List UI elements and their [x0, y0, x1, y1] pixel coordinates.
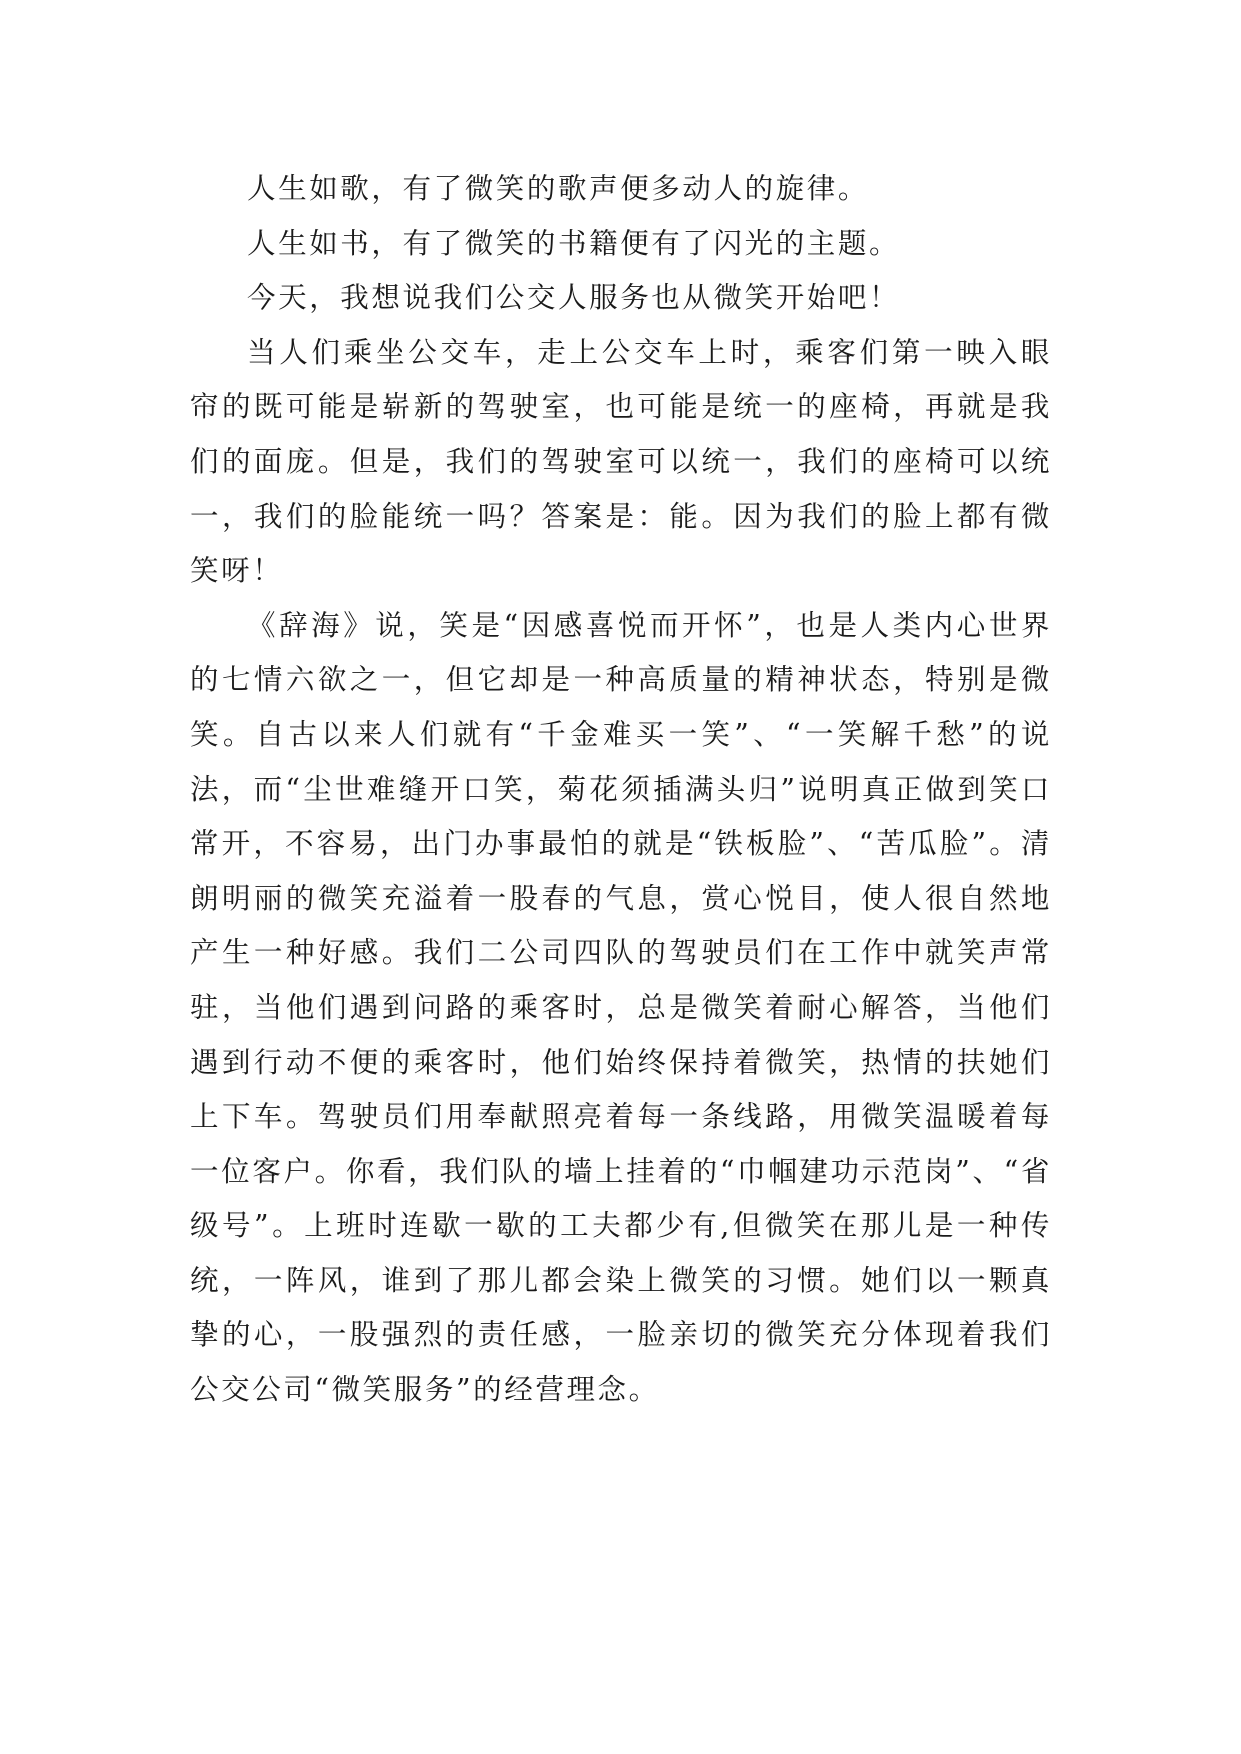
paragraph-3: 今天，我想说我们公交人服务也从微笑开始吧！	[247, 281, 901, 315]
paragraph-5: 《辞海》说，笑是“因感喜悦而开怀”，也是人类内心世界的七情六欲之一，但它却是一种高质量的精神状态，特别是微笑。自古以来人们就有“千金难买一笑”、“一笑解千愁”的说法，而“尘世难缝开口笑，菊花须插满头归”说明真正做到笑口常开，不容易，出门办事最怕的就是“铁板脸”、“苦瓜脸”。清朗明丽的微笑充溢着一股春的气息，赏心悦目，使人很自然地产生一种好感。我们二公司四队的驾驶员们在工作中就笑声常驻，当他们遇到问路的乘客时，总是微笑着耐心解答，当他们遇到行动不便的乘客时，他们始终保持着微笑，热情的扶她们上下车。驾驶员们用奉献照亮着每一条线路，用微笑温暖着每一位客户。你看，我们队的墙上挂着的“巾帼建功示范岗”、“省级号”。上班时连歇一歇的工夫都少有,但微笑在那儿是一种传统，一阵风，谁到了那儿都会染上微笑的习惯。她们以一颗真挚的心，一股强烈的责任感，一脸亲切的微笑充分体现着我们公交公司“微笑服务”的经营理念。	[190, 608, 1052, 1407]
paragraph-4: 当人们乘坐公交车，走上公交车上时，乘客们第一映入眼帘的既可能是崭新的驾驶室，也可能是统一的座椅，再就是我们的面庞。但是，我们的驾驶室可以统一，我们的座椅可以统一，我们的脸能统一吗？答案是：能。因为我们的脸上都有微笑呀！	[190, 335, 1052, 588]
paragraph-1: 人生如歌，有了微笑的歌声便多动人的旋律。	[247, 172, 870, 205]
paragraph-2: 人生如书，有了微笑的书籍便有了闪光的主题。	[247, 226, 901, 260]
document-body	[190, 162, 1052, 1418]
